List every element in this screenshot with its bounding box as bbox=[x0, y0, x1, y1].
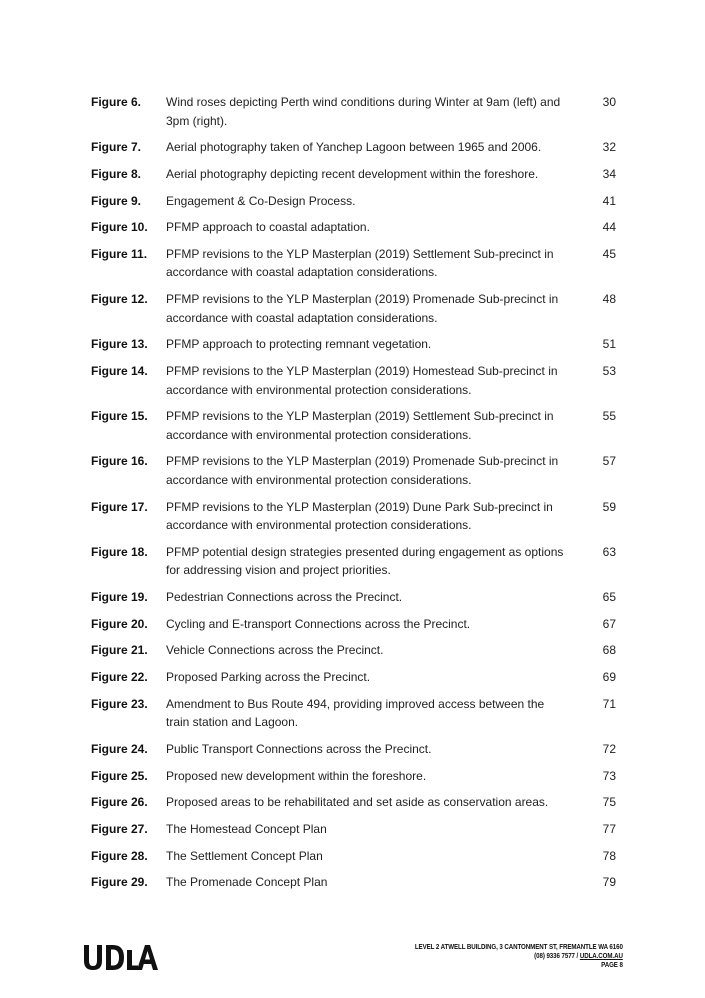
figure-label: Figure 28. bbox=[91, 848, 148, 863]
figure-page-number: 55 bbox=[602, 409, 616, 424]
figure-entry[interactable] bbox=[91, 452, 616, 489]
figure-title: Public Transport Connections across the Precinct. bbox=[166, 741, 432, 756]
figure-title: PFMP revisions to the YLP Masterplan (2019) Promenade Sub-precinct in accordance with coastal adaptation considerations. bbox=[166, 292, 559, 325]
figure-label: Figure 29. bbox=[91, 875, 148, 890]
figure-title: Vehicle Connections across the Precinct. bbox=[166, 643, 384, 658]
figure-label: Figure 25. bbox=[91, 768, 148, 783]
figure-entry[interactable] bbox=[91, 362, 616, 399]
figure-title: PFMP potential design strategies presented during engagement as options for addressing vision and project priorities. bbox=[166, 544, 564, 578]
figure-label: Figure 6. bbox=[91, 95, 142, 109]
footer-address-block bbox=[415, 942, 623, 969]
figure-page-number: 63 bbox=[602, 544, 616, 559]
page-number: PAGE 8 bbox=[601, 960, 623, 969]
figure-title: PFMP revisions to the YLP Masterplan (2019) Promenade Sub-precinct in accordance with environmental protection considerations. bbox=[166, 454, 559, 487]
figure-entry[interactable] bbox=[91, 740, 616, 759]
figure-entry[interactable] bbox=[91, 793, 616, 812]
figure-label: Figure 8. bbox=[91, 166, 142, 181]
udla-logo bbox=[83, 944, 158, 976]
figure-entry[interactable] bbox=[91, 820, 616, 839]
figure-title: PFMP revisions to the YLP Masterplan (2019) Settlement Sub-precinct in accordance with environmental protection considerations. bbox=[166, 409, 554, 442]
figure-label: Figure 11. bbox=[91, 246, 148, 261]
figure-entry[interactable] bbox=[91, 543, 616, 580]
figure-title: The Settlement Concept Plan bbox=[166, 848, 323, 863]
figure-title: Cycling and E-transport Connections across the Precinct. bbox=[166, 616, 471, 631]
figure-page-number: 73 bbox=[602, 768, 616, 783]
figure-page-number: 34 bbox=[602, 166, 616, 181]
figure-label: Figure 14. bbox=[91, 364, 148, 378]
figure-page-number: 77 bbox=[602, 821, 616, 836]
figure-page-number: 57 bbox=[602, 454, 616, 469]
figure-page-number: 69 bbox=[602, 670, 616, 684]
figure-label: Figure 13. bbox=[91, 337, 148, 352]
footer-contact bbox=[415, 951, 623, 960]
figure-title: Engagement & Co-Design Process. bbox=[166, 193, 356, 208]
figure-label: Figure 12. bbox=[91, 292, 148, 307]
figure-page-number: 41 bbox=[602, 193, 616, 208]
figure-title: Proposed new development within the foreshore. bbox=[166, 768, 427, 783]
figure-page-number: 79 bbox=[602, 875, 616, 890]
figure-entry[interactable] bbox=[91, 93, 616, 130]
figure-title: Amendment to Bus Route 494, providing improved access between the train station and Lagoon. bbox=[166, 696, 545, 730]
figure-label: Figure 19. bbox=[91, 589, 148, 604]
figure-page-number: 32 bbox=[602, 140, 616, 155]
figure-label: Figure 18. bbox=[91, 544, 148, 559]
figure-page-number: 72 bbox=[602, 741, 616, 756]
figure-title: Proposed areas to be rehabilitated and set aside as conservation areas. bbox=[166, 795, 549, 810]
figure-label: Figure 7. bbox=[91, 140, 142, 155]
figure-title: PFMP revisions to the YLP Masterplan (2019) Dune Park Sub-precinct in accordance with environmental protection considerations. bbox=[166, 499, 553, 533]
figure-entry[interactable] bbox=[91, 641, 616, 660]
figure-title: Wind roses depicting Perth wind conditions during Winter at 9am (left) and 3pm (right). bbox=[166, 95, 561, 128]
page-footer bbox=[83, 940, 623, 980]
figure-entry[interactable] bbox=[91, 165, 616, 184]
figure-page-number: 78 bbox=[602, 848, 616, 863]
figure-title: Aerial photography depicting recent development within the foreshore. bbox=[166, 166, 539, 181]
figure-page-number: 48 bbox=[602, 292, 616, 307]
figure-entry[interactable] bbox=[91, 498, 616, 535]
udla-logo-icon bbox=[83, 944, 158, 971]
figure-entry[interactable] bbox=[91, 407, 616, 444]
figure-page-number: 53 bbox=[602, 364, 616, 378]
figure-label: Figure 17. bbox=[91, 499, 148, 514]
figure-entry[interactable] bbox=[91, 192, 616, 211]
figure-label: Figure 20. bbox=[91, 616, 148, 631]
figure-page-number: 71 bbox=[602, 696, 616, 711]
figure-title: The Homestead Concept Plan bbox=[166, 821, 327, 836]
list-of-figures bbox=[91, 93, 616, 900]
figure-label: Figure 21. bbox=[91, 643, 148, 658]
footer-website-link[interactable]: UDLA.COM.AU bbox=[579, 951, 623, 960]
figure-page-number: 59 bbox=[602, 499, 616, 514]
figure-title: PFMP approach to protecting remnant vegetation. bbox=[166, 337, 432, 352]
figure-entry[interactable] bbox=[91, 668, 616, 687]
figure-page-number: 75 bbox=[602, 795, 616, 810]
figure-page-number: 44 bbox=[602, 220, 616, 235]
footer-address: LEVEL 2 ATWELL BUILDING, 3 CANTONMENT ST, FREMANTLE WA 6160 bbox=[415, 942, 623, 951]
figure-entry[interactable] bbox=[91, 695, 616, 732]
figure-entry[interactable] bbox=[91, 245, 616, 282]
figure-label: Figure 26. bbox=[91, 795, 148, 810]
figure-entry[interactable] bbox=[91, 290, 616, 327]
figure-page-number: 45 bbox=[602, 246, 616, 261]
figure-label: Figure 10. bbox=[91, 220, 148, 235]
figure-title: The Promenade Concept Plan bbox=[166, 875, 328, 890]
figure-label: Figure 15. bbox=[91, 409, 148, 424]
figure-page-number: 65 bbox=[602, 589, 616, 604]
figure-label: Figure 9. bbox=[91, 193, 142, 208]
figure-entry[interactable] bbox=[91, 335, 616, 354]
figure-label: Figure 23. bbox=[91, 696, 148, 711]
footer-phone: (08) 9336 7577 bbox=[534, 951, 576, 960]
figure-label: Figure 27. bbox=[91, 821, 148, 836]
figure-title: PFMP approach to coastal adaptation. bbox=[166, 220, 370, 235]
figure-label: Figure 24. bbox=[91, 741, 148, 756]
figure-title: Pedestrian Connections across the Precinct. bbox=[166, 589, 403, 604]
figure-title: PFMP revisions to the YLP Masterplan (2019) Homestead Sub-precinct in accordance with environmental protection considerations. bbox=[166, 364, 558, 397]
figure-entry[interactable] bbox=[91, 873, 616, 892]
figure-page-number: 51 bbox=[602, 337, 616, 352]
figure-label: Figure 22. bbox=[91, 670, 148, 684]
figure-entry[interactable] bbox=[91, 218, 616, 237]
figure-entry[interactable] bbox=[91, 138, 616, 157]
figure-entry[interactable] bbox=[91, 615, 616, 634]
figure-entry[interactable] bbox=[91, 847, 616, 866]
figure-label: Figure 16. bbox=[91, 454, 148, 469]
footer-separator: / bbox=[575, 951, 580, 960]
figure-page-number: 67 bbox=[602, 616, 616, 631]
figure-title: PFMP revisions to the YLP Masterplan (2019) Settlement Sub-precinct in accordance with coastal adaptation considerations. bbox=[166, 246, 554, 280]
figure-page-number: 68 bbox=[602, 643, 616, 658]
figure-page-number: 30 bbox=[602, 95, 616, 109]
figure-title: Proposed Parking across the Precinct. bbox=[166, 670, 371, 684]
figure-title: Aerial photography taken of Yanchep Lagoon between 1965 and 2006. bbox=[166, 140, 542, 155]
figure-entry[interactable] bbox=[91, 767, 616, 786]
figure-entry[interactable] bbox=[91, 588, 616, 607]
